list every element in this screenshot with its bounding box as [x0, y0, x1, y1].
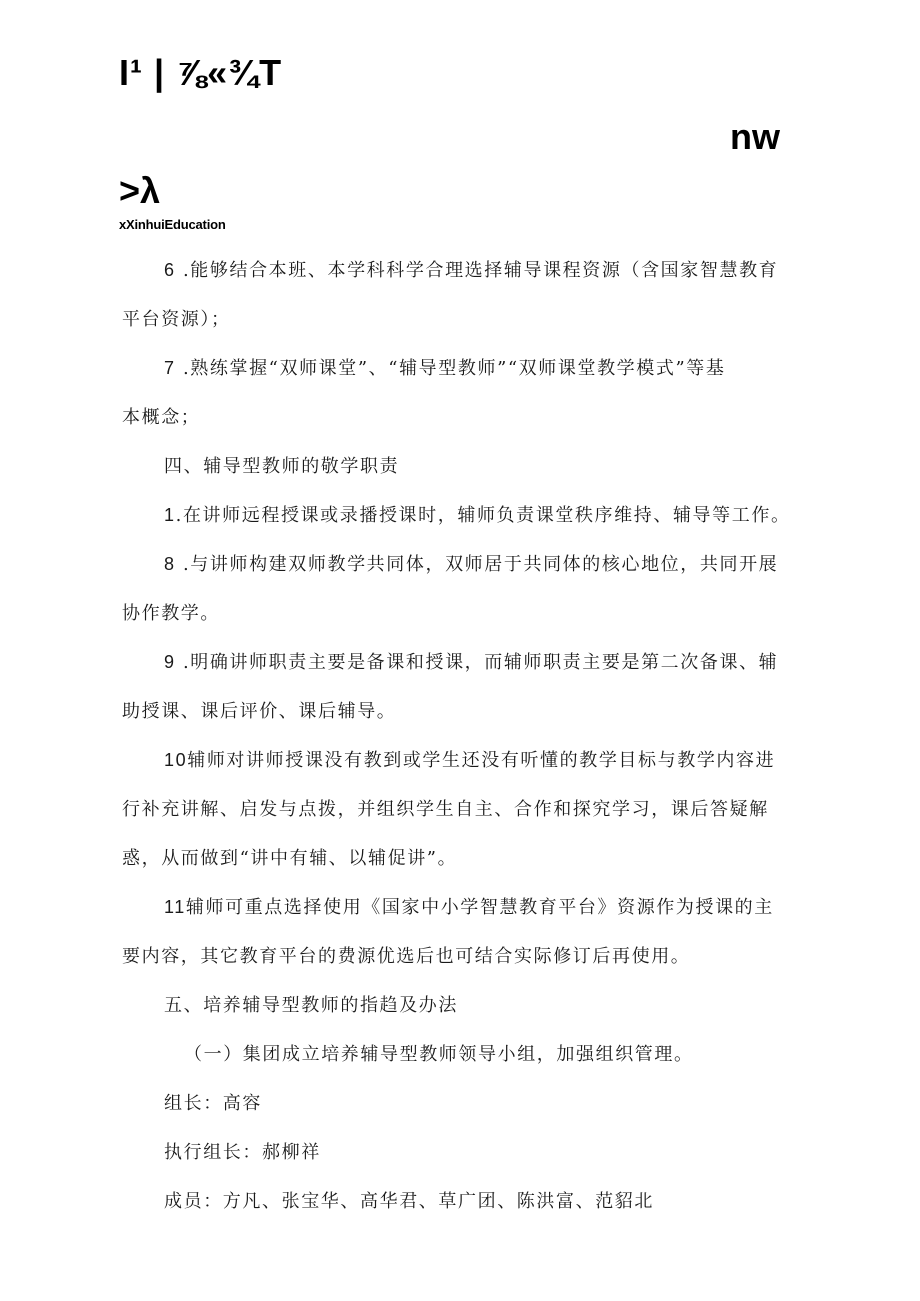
- line-text: 平台资源）；: [122, 309, 231, 330]
- paragraph-line: [122, 1079, 804, 1128]
- line-text: 惑，从而做到“讲中有辅、以辅促讲”。: [122, 848, 458, 869]
- paragraph-line: [122, 638, 804, 687]
- paragraph-line: [122, 932, 804, 981]
- line-text: 辅师可重点选择使用《国家中小学智慧教育平台》资源作为授课的主: [185, 897, 774, 918]
- line-text: 行补充讲解、启发与点拨，并组织学生自主、合作和探究学习，课后答疑解: [122, 799, 769, 820]
- item-number: 8: [164, 554, 176, 574]
- paragraph-line: [122, 344, 804, 393]
- item-number: 11: [164, 897, 186, 917]
- paragraph-line: [122, 834, 804, 883]
- line-text: 协作教学。: [122, 603, 220, 624]
- paragraph-line: [122, 687, 804, 736]
- item-number: 7: [164, 358, 176, 378]
- paragraph-line: [122, 540, 804, 589]
- line-text: .与讲师构建双师教学共同体，双师居于共同体的核心地位，共同开展: [175, 554, 779, 575]
- paragraph-line: [122, 393, 804, 442]
- header-brand: xXinhuiEducation: [119, 217, 226, 232]
- line-text: 执行组长：郝柳祥: [164, 1142, 321, 1163]
- paragraph-line: [122, 1177, 804, 1226]
- line-text: 辅师对讲师授课没有教到或学生还没有听懂的教学目标与教学内容进: [187, 750, 776, 771]
- item-number: 6: [164, 260, 176, 280]
- paragraph-line: [122, 1128, 804, 1177]
- header-title: I¹ | ⅞«¾T: [119, 52, 283, 93]
- section-heading: [122, 981, 804, 1030]
- line-text: 本概念；: [122, 407, 201, 428]
- item-number: 9: [164, 652, 176, 672]
- paragraph-line: [122, 246, 804, 295]
- paragraph-line: [122, 883, 804, 932]
- line-text: .在讲师远程授课或录播授课时，辅师负责课堂秩序维持、辅导等工作。: [175, 505, 791, 526]
- line-text: 成员：方凡、张宝华、高华君、草广团、陈洪富、范貂北: [164, 1191, 654, 1212]
- line-text: 助授课、课后评价、课后辅导。: [122, 701, 397, 722]
- line-text: .熟练掌握“双师课堂”、“辅导型教师”“双师课堂教学模式”等基: [175, 358, 726, 379]
- item-number: 1: [164, 505, 176, 525]
- header-logo-mark: >λ: [119, 170, 161, 211]
- line-text: 要内容，其它教育平台的费源优选后也可结合实际修订后再使用。: [122, 946, 691, 967]
- paragraph-line: [122, 491, 804, 540]
- header-right-mark: nw: [730, 116, 780, 157]
- line-text: 四、辅导型教师的敬学职责: [164, 456, 400, 477]
- line-text: （一）集团成立培养辅导型教师领导小组，加强组织管理。: [184, 1044, 694, 1065]
- paragraph-line: [122, 589, 804, 638]
- document-body: [122, 246, 804, 1226]
- paragraph-line: [122, 785, 804, 834]
- line-text: .能够结合本班、本学科科学合理选择辅导课程资源（含国家智慧教育: [175, 260, 779, 281]
- paragraph-line: [122, 295, 804, 344]
- paragraph-line: [122, 736, 804, 785]
- line-text: 组长：高容: [164, 1093, 262, 1114]
- line-text: 五、培养辅导型教师的指趋及办法: [164, 995, 458, 1016]
- line-text: .明确讲师职责主要是备课和授课，而辅师职责主要是第二次备课、辅: [175, 652, 779, 673]
- subsection-heading: [122, 1030, 804, 1079]
- section-heading: [122, 442, 804, 491]
- item-number: 10: [164, 750, 188, 770]
